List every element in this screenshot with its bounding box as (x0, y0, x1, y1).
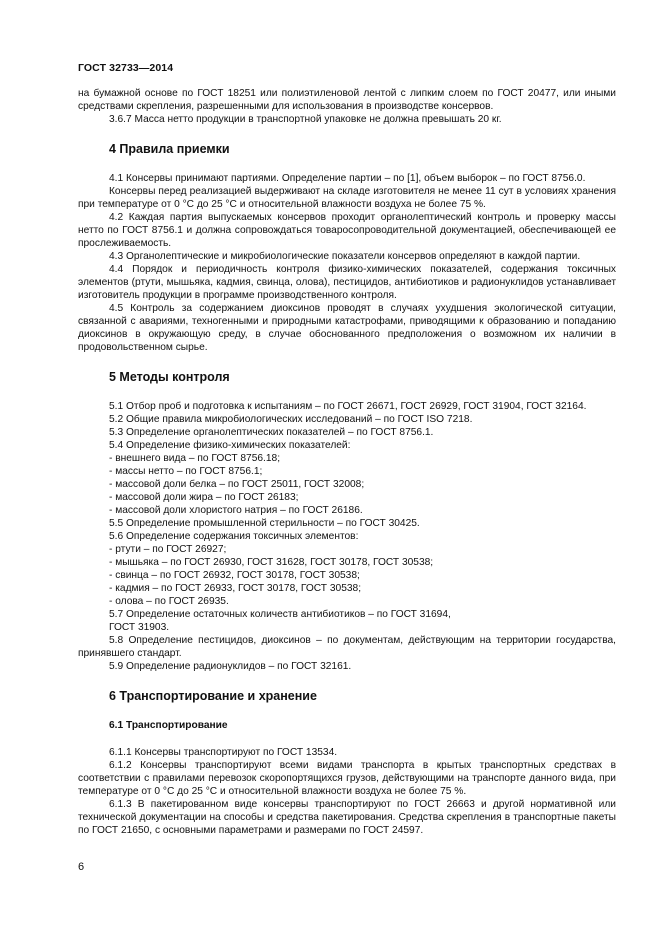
paragraph: 4.1 Консервы принимают партиями. Определение партии – по [1], объем выборок – по ГОСТ 8756.0. (109, 173, 586, 184)
list-item: - внешнего вида – по ГОСТ 8756.18; (109, 453, 281, 464)
paragraph: 5.2 Общие правила микробиологических исследований – по ГОСТ ISO 7218. (109, 414, 473, 425)
paragraph: 4.4 Порядок и периодичность контроля физико-химических показателей, содержания токсичных элементов (ртути, мышьяка, кадмия, свинца, олова), пестицидов, антибиотиков и радионуклидов устанавливает изготовитель продукции в программе производственного контроля. (78, 264, 616, 301)
paragraph: 5.9 Определение радионуклидов – по ГОСТ 32161. (109, 661, 352, 672)
paragraph: 5.4 Определение физико-химических показателей: (109, 440, 351, 451)
list-item: - массовой доли белка – по ГОСТ 25011, ГОСТ 32008; (109, 479, 365, 490)
paragraph: 6.1.3 В пакетированном виде консервы транспортируют по ГОСТ 26663 и другой нормативной или технической документации на способы и средства пакетирования. Средства скрепления в транспортные пакеты по ГОСТ 21650, с основными параметрами и размерами по ГОСТ 24597. (78, 799, 616, 836)
paragraph: 6.1.2 Консервы транспортируют всеми видами транспорта в крытых транспортных средствах в соответствии с правилами перевозок скоропортящихся грузов, действующими на транспорте данного вида, при температуре от 0 °С до 25 °С и относительной влажности воздуха не более 75 %. (78, 760, 616, 797)
paragraph: 5.3 Определение органолептических показателей – по ГОСТ 8756.1. (109, 427, 434, 438)
list-item: - массовой доли хлористого натрия – по ГОСТ 26186. (109, 505, 363, 516)
subsection-heading: 6.1 Транспортирование (109, 720, 228, 731)
list-item: - свинца – по ГОСТ 26932, ГОСТ 30178, ГОСТ 30538; (109, 570, 360, 581)
paragraph: Консервы перед реализацией выдерживают на складе изготовителя не менее 11 сут в условиях хранения при температуре от 0 °С до 25 °С и относительной влажности воздуха не более 75 %. (78, 186, 616, 210)
list-item: - ртути – по ГОСТ 26927; (109, 544, 227, 555)
paragraph: 4.2 Каждая партия выпускаемых консервов проходит органолептический контроль и проверку массы нетто по ГОСТ 8756.1 и должна сопровождаться товаросопроводительной документацией, обеспечивающей ее прослеживаемость. (78, 212, 616, 249)
paragraph: 3.6.7 Масса нетто продукции в транспортной упаковке не должна превышать 20 кг. (109, 114, 502, 125)
paragraph: 6.1.1 Консервы транспортируют по ГОСТ 13534. (109, 747, 338, 758)
list-item: - массы нетто – по ГОСТ 8756.1; (109, 466, 263, 477)
list-item: - кадмия – по ГОСТ 26933, ГОСТ 30178, ГОСТ 30538; (109, 583, 362, 594)
page-number: 6 (78, 861, 85, 873)
document-header: ГОСТ 32733—2014 (78, 62, 174, 74)
list-item: - олова – по ГОСТ 26935. (109, 596, 229, 607)
section-heading: 6 Транспортирование и хранение (109, 689, 317, 703)
paragraph: 5.5 Определение промышленной стерильности – по ГОСТ 30425. (109, 518, 420, 529)
paragraph: 5.8 Определение пестицидов, диоксинов – по документам, действующим на территории государства, принявшего стандарт. (78, 635, 616, 659)
list-item: - мышьяка – по ГОСТ 26930, ГОСТ 31628, ГОСТ 30178, ГОСТ 30538; (109, 557, 434, 568)
paragraph: 5.6 Определение содержания токсичных элементов: (109, 531, 359, 542)
document-body (78, 87, 616, 837)
paragraph: 4.3 Органолептические и микробиологические показатели консервов определяют в каждой партии. (109, 251, 581, 262)
paragraph: ГОСТ 31903. (109, 622, 170, 633)
paragraph: 5.1 Отбор проб и подготовка к испытаниям – по ГОСТ 26671, ГОСТ 26929, ГОСТ 31904, ГОСТ 32164. (109, 401, 587, 412)
paragraph: 4.5 Контроль за содержанием диоксинов проводят в случаях ухудшения экологической ситуации, связанной с авариями, техногенными и природными катастрофами, приводящими к образованию и попаданию диоксинов в окружающую среду, в случае обоснованного предположения о возможном их наличии в продовольственном сырье. (78, 303, 616, 353)
section-heading: 4 Правила приемки (109, 142, 230, 156)
paragraph: 5.7 Определение остаточных количеств антибиотиков – по ГОСТ 31694, (109, 609, 451, 620)
section-heading: 5 Методы контроля (109, 370, 230, 384)
paragraph: на бумажной основе по ГОСТ 18251 или полиэтиленовой лентой с липким слоем по ГОСТ 20477, или иными средствами скрепления, разрешенными для использования в производстве консервов. (78, 88, 616, 112)
list-item: - массовой доли жира – по ГОСТ 26183; (109, 492, 299, 503)
